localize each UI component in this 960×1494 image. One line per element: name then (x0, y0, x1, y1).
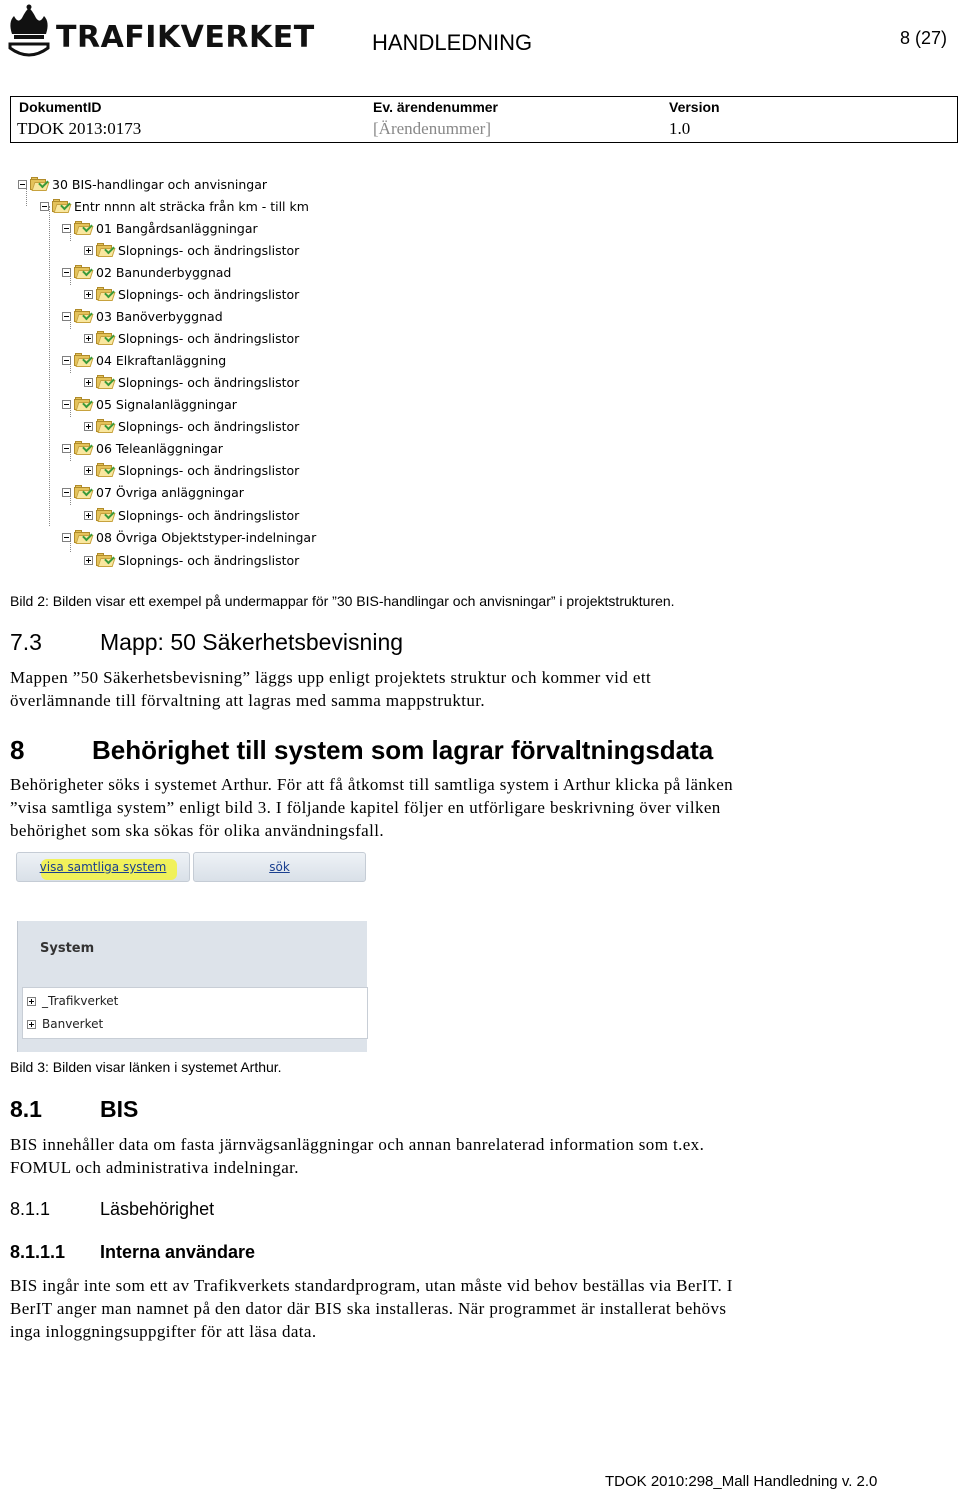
paragraph-line: BIS innehåller data om fasta järnvägsanläggningar och annan banrelaterad information som t.ex. (10, 1135, 705, 1154)
expand-icon[interactable] (27, 1020, 36, 1029)
tree-item[interactable] (62, 439, 223, 457)
tree-item-label: 07 Övriga anläggningar (96, 484, 244, 500)
folder-icon (74, 485, 92, 499)
doc-id-label: DokumentID (19, 99, 102, 115)
tree-item-label: 08 Övriga Objektstyper-indelningar (96, 529, 317, 545)
folder-icon (96, 508, 114, 522)
footer-template-id: TDOK 2010:298_Mall Handledning v. 2.0 (605, 1473, 878, 1490)
tree-item-label: 03 Banöverbyggnad (96, 308, 223, 324)
search-button[interactable] (193, 852, 366, 882)
version-label: Version (669, 99, 720, 115)
tree-item-label: Entr nnnn alt sträcka från km - till km (74, 198, 309, 214)
tree-item-label: 05 Signalanläggningar (96, 396, 237, 412)
tree-item-label: Slopnings- och ändringslistor (118, 286, 300, 302)
case-number-value: [Ärendenummer] (373, 119, 492, 138)
paragraph-line: BerIT anger man namnet på den dator där BIS ska installeras. När programmet är installerat behövs (10, 1299, 727, 1318)
tree-item-label: 30 BIS-handlingar och anvisningar (52, 176, 268, 192)
system-name: _Trafikverket (42, 994, 119, 1008)
expand-icon[interactable] (84, 334, 93, 343)
tree-item[interactable] (84, 461, 299, 479)
section-title: Behörighet till system som lagrar förvaltningsdata (92, 735, 714, 765)
arthur-button-bar (16, 852, 366, 882)
figure-2-caption: Bild 2: Bilden visar ett exempel på undermappar för ”30 BIS-handlingar och anvisningar” i projektstrukturen. (10, 593, 675, 609)
expand-icon[interactable] (27, 997, 36, 1006)
collapse-icon[interactable] (18, 180, 27, 189)
section-7-3-heading (10, 629, 510, 659)
expand-icon[interactable] (84, 422, 93, 431)
tree-item-label: 04 Elkraftanläggning (96, 352, 227, 368)
collapse-icon[interactable] (62, 312, 71, 321)
expand-icon[interactable] (84, 556, 93, 565)
folder-icon (74, 397, 92, 411)
collapse-icon[interactable] (62, 488, 71, 497)
section-title: Läsbehörighet (100, 1199, 215, 1219)
tree-item[interactable] (62, 219, 258, 237)
tree-item[interactable] (62, 483, 244, 501)
paragraph-line: behörighet som ska sökas för olika användningsfall. (10, 821, 385, 840)
tree-item-label: Slopnings- och ändringslistor (118, 418, 300, 434)
tree-item[interactable] (84, 506, 299, 524)
tree-item-label: Slopnings- och ändringslistor (118, 330, 300, 346)
paragraph-line: överlämnande till förvaltning att lagras med samma mappstruktur. (10, 691, 486, 710)
section-title: Mapp: 50 Säkerhetsbevisning (100, 629, 404, 655)
system-tree-item[interactable] (27, 991, 118, 1011)
document-meta-table (10, 96, 958, 143)
folder-icon (30, 177, 48, 191)
tree-item-label: 02 Banunderbyggnad (96, 264, 232, 280)
folder-icon (96, 463, 114, 477)
folder-icon (74, 441, 92, 455)
system-panel-title: System (40, 941, 95, 956)
folder-icon (96, 243, 114, 257)
folder-icon (74, 309, 92, 323)
tree-item-label: 01 Bangårdsanläggningar (96, 220, 258, 236)
paragraph-line: FOMUL och administrativa indelningar. (10, 1158, 299, 1177)
collapse-icon[interactable] (62, 444, 71, 453)
folder-icon (52, 199, 70, 213)
tree-item[interactable] (84, 551, 299, 569)
section-8-1-heading (10, 1096, 310, 1126)
tree-item[interactable] (62, 351, 226, 369)
figure-3-caption: Bild 3: Bilden visar länken i systemet Arthur. (10, 1059, 282, 1075)
tree-item-label: Slopnings- och ändringslistor (118, 507, 300, 523)
folder-icon (96, 331, 114, 345)
folder-icon (96, 287, 114, 301)
tree-item[interactable] (62, 307, 223, 325)
tree-item-label: Slopnings- och ändringslistor (118, 374, 300, 390)
section-8-1-1-1-heading (10, 1242, 410, 1266)
tree-item[interactable] (62, 395, 237, 413)
collapse-icon[interactable] (62, 268, 71, 277)
folder-tree-figure (12, 170, 352, 570)
section-8-paragraph (10, 773, 733, 842)
system-panel (17, 921, 367, 1052)
paragraph-line: Behörigheter söks i systemet Arthur. För att få åtkomst till samtliga system i Arthur klicka på länken (10, 775, 734, 794)
crown-emblem-icon (4, 4, 54, 62)
section-number: 8 (10, 735, 25, 765)
folder-icon (74, 221, 92, 235)
collapse-icon[interactable] (62, 356, 71, 365)
collapse-icon[interactable] (62, 400, 71, 409)
doc-id-value: TDOK 2013:0173 (17, 119, 142, 138)
show-all-systems-button[interactable] (16, 852, 190, 882)
section-number: 7.3 (10, 629, 42, 655)
tree-item[interactable] (84, 373, 299, 391)
system-tree-item[interactable] (27, 1014, 103, 1034)
section-8-heading (10, 735, 770, 767)
tree-item[interactable] (62, 528, 316, 546)
tree-item[interactable] (84, 241, 299, 259)
folder-icon (96, 375, 114, 389)
collapse-icon[interactable] (62, 224, 71, 233)
system-name: Banverket (42, 1017, 104, 1031)
collapse-icon[interactable] (40, 202, 49, 211)
expand-icon[interactable] (84, 511, 93, 520)
section-7-3-paragraph (10, 666, 651, 712)
section-8-1-1-heading (10, 1199, 310, 1223)
section-title: Interna användare (100, 1242, 256, 1262)
paragraph-line: Mappen ”50 Säkerhetsbevisning” läggs upp enligt projektets struktur och kommer vid ett (10, 668, 652, 687)
show-all-systems-link[interactable]: visa samtliga system (39, 860, 167, 874)
tree-item[interactable] (84, 417, 299, 435)
search-button-label: sök (269, 860, 290, 874)
section-number: 8.1.1.1 (10, 1242, 66, 1262)
logo-text: TRAFIKVERKET (56, 20, 315, 55)
collapse-icon[interactable] (62, 533, 71, 542)
paragraph-line: BIS ingår inte som ett av Trafikverkets standardprogram, utan måste vid behov beställas via BerIT. I (10, 1276, 733, 1295)
tree-item-label: Slopnings- och ändringslistor (118, 242, 300, 258)
case-number-label: Ev. ärendenummer (373, 99, 499, 115)
tree-item[interactable] (84, 285, 299, 303)
paragraph-line: inga inloggningsuppgifter för att läsa data. (10, 1322, 317, 1341)
document-type: HANDLEDNING (372, 30, 533, 55)
expand-icon[interactable] (84, 290, 93, 299)
folder-icon (74, 353, 92, 367)
version-value: 1.0 (669, 119, 691, 138)
tree-item[interactable] (18, 175, 267, 193)
section-number: 8.1.1 (10, 1199, 51, 1219)
section-number: 8.1 (10, 1096, 42, 1122)
tree-item[interactable] (84, 329, 299, 347)
folder-icon (96, 553, 114, 567)
system-tree-list (22, 987, 368, 1039)
folder-icon (74, 530, 92, 544)
tree-item[interactable] (62, 263, 231, 281)
tree-item-label: Slopnings- och ändringslistor (118, 462, 300, 478)
expand-icon[interactable] (84, 378, 93, 387)
tree-item[interactable] (40, 197, 309, 215)
page-number: 8 (27) (900, 28, 948, 48)
folder-icon (96, 419, 114, 433)
tree-item-label: Slopnings- och ändringslistor (118, 552, 300, 568)
paragraph-line: ”visa samtliga system” enligt bild 3. I följande kapitel följer en utförligare beskrivning över vilken (10, 798, 721, 817)
section-8-1-1-1-paragraph (10, 1274, 733, 1343)
expand-icon[interactable] (84, 246, 93, 255)
expand-icon[interactable] (84, 466, 93, 475)
section-8-1-paragraph (10, 1133, 704, 1179)
folder-icon (74, 265, 92, 279)
tree-item-label: 06 Teleanläggningar (96, 440, 223, 456)
section-title: BIS (100, 1096, 139, 1122)
